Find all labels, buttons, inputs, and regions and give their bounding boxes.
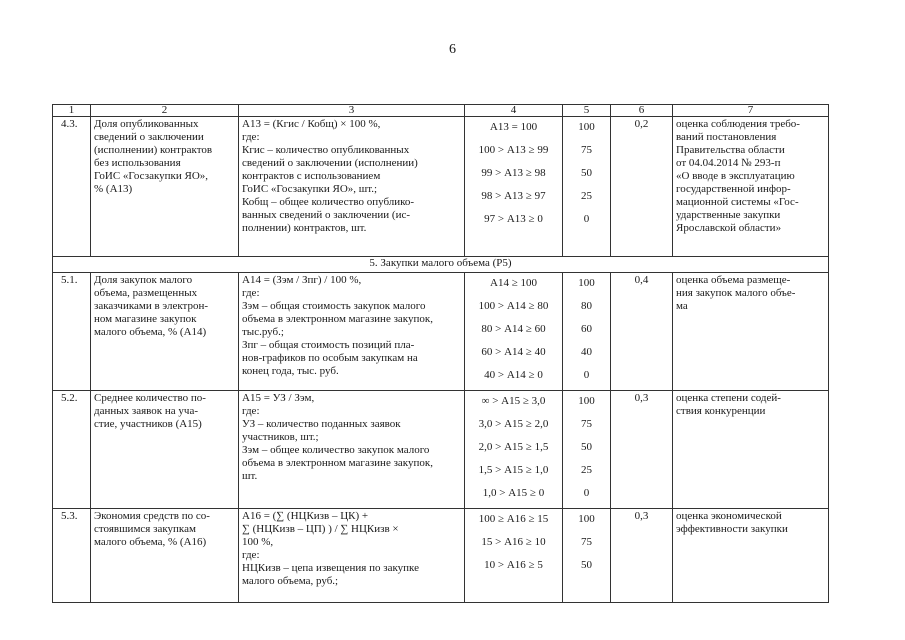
page-number: 6 (449, 42, 456, 57)
note-line: оценка объема размеще- (676, 274, 791, 286)
indicator-name-line: сведений о заключении (94, 131, 204, 143)
condition-value: 80 > А14 ≥ 60 (481, 323, 546, 335)
formula-line: где: (242, 549, 260, 561)
point-value: 75 (581, 144, 592, 156)
formula-line: где: (242, 287, 260, 299)
point-value: 50 (581, 559, 592, 571)
point-value: 75 (581, 536, 592, 548)
note-line: оценка соблюдения требо- (676, 118, 800, 130)
formula-line: объема в электронном магазине закупок, (242, 457, 433, 469)
assessment-note (673, 509, 829, 603)
formula-line: сведений о заключении (исполнении) (242, 157, 418, 169)
row-number: 5.2. (53, 391, 91, 509)
row-number: 5.3. (53, 509, 91, 603)
point-value: 0 (583, 213, 590, 225)
header-cell: 4 (465, 105, 563, 117)
assessment-note (673, 117, 829, 257)
note-line: оценка степени содей- (676, 392, 781, 404)
weight: 0,3 (611, 509, 673, 603)
table-row (53, 273, 829, 391)
indicator-name-line: ГоИС «Госзакупки ЯО», (94, 170, 209, 182)
points (563, 509, 611, 603)
points (563, 117, 611, 257)
indicator-name-line: объема, размещенных (94, 287, 198, 299)
section-title: 5. Закупки малого объема (Р5) (53, 257, 829, 273)
point-value: 50 (581, 167, 592, 179)
indicator-name-line: стие, участников (А15) (94, 418, 202, 430)
condition-value: ∞ > А15 ≥ 3,0 (481, 395, 546, 407)
formula-line: где: (242, 131, 260, 143)
formula-line: участников, шт.; (242, 431, 319, 443)
note-line: Правительства области (676, 144, 785, 156)
formula-line: ∑ (НЦКизв – ЦП) ) / ∑ НЦКизв × (242, 523, 399, 535)
weight: 0,3 (611, 391, 673, 509)
note-line: мационной системы «Гос- (676, 196, 799, 208)
formula-line: ванных сведений о заключении (ис- (242, 209, 411, 221)
indicator-name (91, 509, 239, 603)
formula-line: Зэм – общее количество закупок малого (242, 444, 430, 456)
note-line: Ярославской области» (676, 222, 782, 234)
condition-value: 100 > А13 ≥ 99 (478, 144, 549, 156)
formula-line: Зпг – общая стоимость позиций пла- (242, 339, 415, 351)
formula-line: малого объема, руб.; (242, 575, 339, 587)
note-line: эффективности закупки (676, 523, 788, 535)
weight: 0,2 (611, 117, 673, 257)
note-line: «О вводе в эксплуатацию (676, 170, 795, 182)
header-cell: 7 (673, 105, 829, 117)
point-value: 0 (583, 487, 590, 499)
indicator-name-line: малого объема, % (А14) (94, 326, 207, 338)
indicator-name-line: стоявшимся закупкам (94, 523, 196, 535)
header-cell: 1 (53, 105, 91, 117)
note-line: ма (676, 300, 688, 312)
section-row (53, 257, 829, 273)
formula-line: где: (242, 405, 260, 417)
formula-line: Зэм – общая стоимость закупок малого (242, 300, 426, 312)
formula-line: конец года, тыс. руб. (242, 365, 339, 377)
table-row (53, 391, 829, 509)
formula-line: НЦКизв – цепа извещения по закупке (242, 562, 420, 574)
indicator-name-line: без использования (94, 157, 181, 169)
formula-line: ГоИС «Госзакупки ЯО», шт.; (242, 183, 378, 195)
formula-line: 100 %, (242, 536, 274, 548)
formula-line: нов-графиков по особым закупкам на (242, 352, 418, 364)
header-row (53, 105, 829, 117)
formula-line: шт. (242, 470, 258, 482)
conditions (465, 509, 563, 603)
condition-value: 100 ≥ А16 ≥ 15 (478, 513, 549, 525)
note-line: от 04.04.2014 № 293-п (676, 157, 781, 169)
calculation-formula (239, 273, 465, 391)
indicator-name-line: % (А13) (94, 183, 133, 195)
condition-value: 3,0 > А15 ≥ 2,0 (478, 418, 549, 430)
point-value: 75 (581, 418, 592, 430)
indicator-name-line: Экономия средств по со- (94, 510, 210, 522)
criteria-table (52, 104, 829, 603)
condition-value: 40 > А14 ≥ 0 (484, 369, 543, 381)
formula-line: А16 = (∑ (НЦКизв – ЦК) + (242, 510, 369, 522)
indicator-name (91, 117, 239, 257)
conditions (465, 117, 563, 257)
calculation-formula (239, 117, 465, 257)
row-number: 4.3. (53, 117, 91, 257)
condition-value: А13 = 100 (489, 121, 538, 133)
table-row (53, 117, 829, 257)
indicator-name-line: (исполнении) контрактов (94, 144, 213, 156)
row-number: 5.1. (53, 273, 91, 391)
condition-value: 97 > А13 ≥ 0 (484, 213, 543, 225)
point-value: 40 (581, 346, 592, 358)
indicator-name-line: малого объема, % (А16) (94, 536, 207, 548)
condition-value: 2,0 > А15 ≥ 1,5 (478, 441, 549, 453)
note-line: ствия конкуренции (676, 405, 766, 417)
header-cell: 3 (239, 105, 465, 117)
note-line: ударственные закупки (676, 209, 781, 221)
points (563, 391, 611, 509)
formula-line: Кобщ – общее количество опублико- (242, 196, 415, 208)
condition-value: 99 > А13 ≥ 98 (481, 167, 546, 179)
condition-value: 60 > А14 ≥ 40 (481, 346, 546, 358)
point-value: 25 (581, 464, 592, 476)
table-row (53, 509, 829, 603)
indicator-name-line: данных заявок на уча- (94, 405, 198, 417)
point-value: 60 (581, 323, 592, 335)
point-value: 100 (578, 395, 595, 407)
assessment-note (673, 273, 829, 391)
conditions (465, 391, 563, 509)
point-value: 100 (578, 277, 595, 289)
condition-value: 98 > А13 ≥ 97 (481, 190, 546, 202)
indicator-name-line: заказчиками в электрон- (94, 300, 209, 312)
note-line: ния закупок малого объе- (676, 287, 796, 299)
condition-value: 15 > А16 ≥ 10 (481, 536, 546, 548)
formula-line: Кгис – количество опубликованных (242, 144, 410, 156)
note-line: государственной инфор- (676, 183, 791, 195)
header-cell: 6 (611, 105, 673, 117)
indicator-name-line: ном магазине закупок (94, 313, 197, 325)
indicator-name (91, 391, 239, 509)
formula-line: полнении) контрактов, шт. (242, 222, 367, 234)
point-value: 25 (581, 190, 592, 202)
point-value: 100 (578, 121, 595, 133)
note-line: оценка экономической (676, 510, 782, 522)
formula-line: А15 = УЗ / Зэм, (242, 392, 315, 404)
indicator-name-line: Доля закупок малого (94, 274, 193, 286)
formula-line: контрактов с использованием (242, 170, 381, 182)
formula-line: тыс.руб.; (242, 326, 284, 338)
calculation-formula (239, 509, 465, 603)
weight: 0,4 (611, 273, 673, 391)
condition-value: 1,0 > А15 ≥ 0 (482, 487, 545, 499)
formula-line: объема в электронном магазине закупок, (242, 313, 433, 325)
condition-value: 100 > А14 ≥ 80 (478, 300, 549, 312)
indicator-name (91, 273, 239, 391)
point-value: 0 (583, 369, 590, 381)
assessment-note (673, 391, 829, 509)
points (563, 273, 611, 391)
formula-line: УЗ – количество поданных заявок (242, 418, 401, 430)
formula-line: А14 = (Зэм / Зпг) / 100 %, (242, 274, 362, 286)
header-cell: 2 (91, 105, 239, 117)
header-cell: 5 (563, 105, 611, 117)
conditions (465, 273, 563, 391)
condition-value: 1,5 > А15 ≥ 1,0 (478, 464, 549, 476)
indicator-name-line: Среднее количество по- (94, 392, 206, 404)
condition-value: 10 > А16 ≥ 5 (484, 559, 543, 571)
point-value: 100 (578, 513, 595, 525)
point-value: 80 (581, 300, 592, 312)
condition-value: А14 ≥ 100 (490, 277, 537, 289)
formula-line: А13 = (Кгис / Кобщ) × 100 %, (242, 118, 381, 130)
indicator-name-line: Доля опубликованных (94, 118, 199, 130)
point-value: 50 (581, 441, 592, 453)
note-line: ваний постановления (676, 131, 777, 143)
calculation-formula (239, 391, 465, 509)
